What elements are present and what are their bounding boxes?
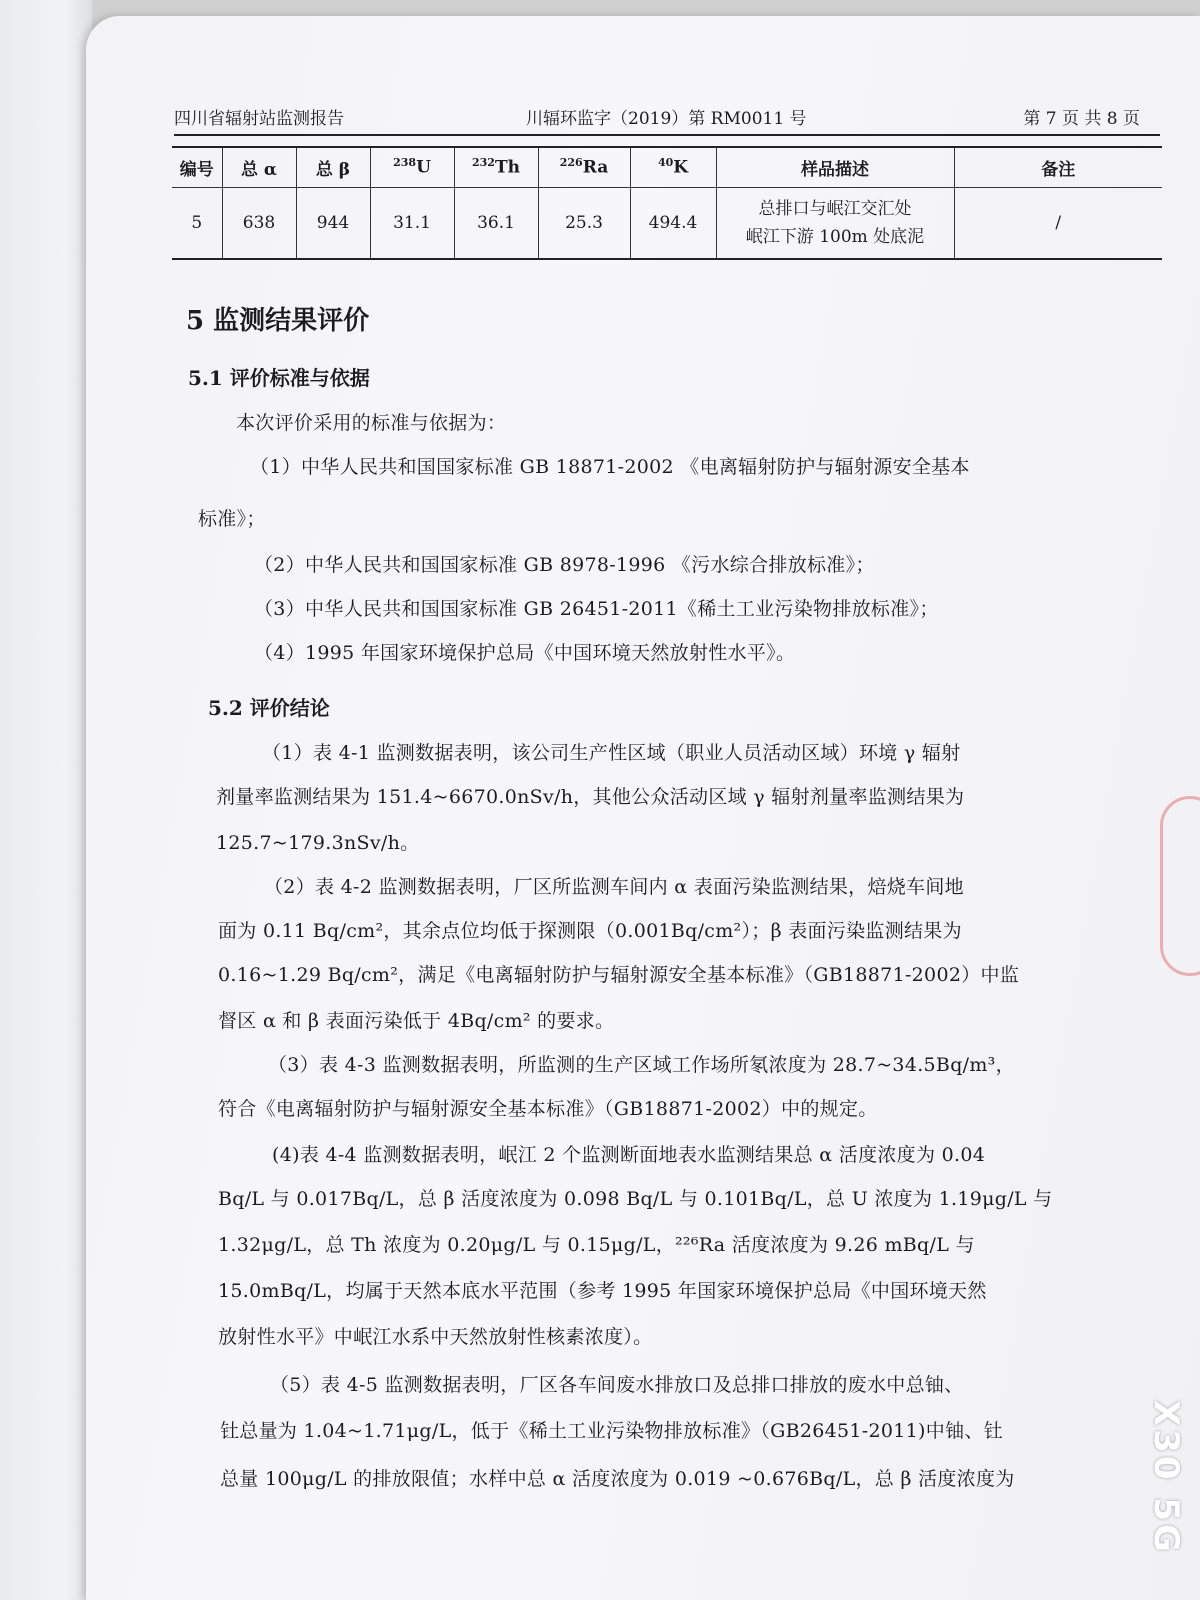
s51-line-1: 本次评价采用的标准与依据为： (236, 412, 507, 434)
s52-line-13: 15.0mBq/L，均属于天然本底水平范围（参考 1995 年国家环境保护总局《中国环境天然 (218, 1280, 987, 1302)
section-5-1-heading: 5.1 评价标准与依据 (188, 366, 370, 390)
s52-line-17: 总量 100μg/L 的排放限值；水样中总 α 活度浓度为 0.019 ~0.676Bq/L，总 β 活度浓度为 (220, 1468, 1015, 1490)
cell-k40: 494.4 (630, 187, 716, 259)
s52-line-15: （5）表 4-5 监测数据表明，厂区各车间废水排放口及总排口排放的废水中总铀、 (270, 1374, 964, 1396)
s52-line-14: 放射性水平》中岷江水系中天然放射性核素浓度）。 (218, 1326, 653, 1348)
s51-line-2: （1）中华人民共和国国家标准 GB 18871-2002 《电离辐射防护与辐射源安全基本 (250, 456, 970, 478)
table-row (172, 187, 1162, 259)
page-header (174, 88, 1160, 136)
col-u238: $^{238}$U (370, 147, 454, 187)
s52-line-7: 督区 α 和 β 表面污染低于 4Bq/cm² 的要求。 (218, 1010, 615, 1032)
red-seal-stamp-edge (1160, 796, 1200, 976)
cell-ra226: 25.3 (538, 187, 630, 259)
s52-line-10: (4)表 4-4 监测数据表明，岷江 2 个监测断面地表水监测结果总 α 活度浓度为 0.04 (272, 1144, 986, 1166)
table-header-row (172, 147, 1162, 187)
header-report-number: 川辐环监字（2019）第 RM0011 号 (526, 109, 807, 129)
results-table (172, 146, 1162, 260)
s51-line-5: （3）中华人民共和国国家标准 GB 26451-2011《稀土工业污染物排放标准》； (254, 598, 939, 620)
cell-id: 5 (172, 187, 222, 259)
left-page-edge (0, 0, 92, 1600)
cell-th232: 36.1 (454, 187, 538, 259)
s52-line-2: 剂量率监测结果为 151.4~6670.0nSv/h，其他公众活动区域 γ 辐射剂量率监测结果为 (216, 786, 965, 808)
section-5-heading: 5 监测结果评价 (186, 306, 370, 336)
s52-line-6: 0.16~1.29 Bq/cm²，满足《电离辐射防护与辐射源安全基本标准》（GB18871-2002）中监 (218, 964, 1020, 986)
document-page (86, 16, 1200, 1600)
cell-total-beta: 944 (296, 187, 370, 259)
s51-line-3: 标准》； (198, 508, 266, 530)
col-k40: $^{40}$K (630, 147, 716, 187)
col-id: 编号 (172, 147, 222, 187)
s51-line-4: （2）中华人民共和国国家标准 GB 8978-1996 《污水综合排放标准》； (254, 554, 875, 576)
col-th232: $^{232}$Th (454, 147, 538, 187)
cell-note: / (954, 187, 1162, 259)
cell-total-alpha: 638 (222, 187, 296, 259)
sample-desc-line-1: 总排口与岷江交汇处 (758, 198, 912, 219)
s52-line-9: 符合《电离辐射防护与辐射源安全基本标准》（GB18871-2002）中的规定。 (218, 1098, 878, 1120)
col-total-beta: 总 β (296, 147, 370, 187)
col-note: 备注 (954, 147, 1162, 187)
sample-desc-line-2: 岷江下游 100m 处底泥 (745, 226, 925, 247)
s52-line-4: （2）表 4-2 监测数据表明，厂区所监测车间内 α 表面污染监测结果，焙烧车间地 (264, 876, 964, 898)
s52-line-1: （1）表 4-1 监测数据表明，该公司生产性区域（职业人员活动区域）环境 γ 辐射 (262, 742, 961, 764)
s52-line-12: 1.32μg/L，总 Th 浓度为 0.20μg/L 与 0.15μg/L，²²⁶Ra 活度浓度为 9.26 mBq/L 与 (218, 1234, 975, 1256)
header-page-number: 第 7 页 共 8 页 (1023, 109, 1140, 129)
s52-line-8: （3）表 4-3 监测数据表明，所监测的生产区域工作场所氡浓度为 28.7~34.5Bq/m³， (268, 1054, 1015, 1076)
s52-line-11: Bq/L 与 0.017Bq/L，总 β 活度浓度为 0.098 Bq/L 与 0.101Bq/L，总 U 浓度为 1.19μg/L 与 (218, 1188, 1053, 1210)
cell-u238: 31.1 (370, 187, 454, 259)
section-5-2-heading: 5.2 评价结论 (208, 696, 330, 720)
s52-line-3: 125.7~179.3nSv/h。 (216, 832, 420, 854)
s52-line-16: 钍总量为 1.04~1.71μg/L，低于《稀土工业污染物排放标准》（GB26451-2011)中铀、钍 (220, 1420, 1003, 1442)
col-sample-desc: 样品描述 (716, 147, 954, 187)
cell-sample-desc (716, 187, 954, 259)
col-total-alpha: 总 α (222, 147, 296, 187)
s52-line-5: 面为 0.11 Bq/cm²，其余点位均低于探测限（0.001Bq/cm²）；β 表面污染监测结果为 (218, 920, 962, 942)
s51-line-6: （4）1995 年国家环境保护总局《中国环境天然放射性水平》。 (254, 642, 796, 664)
camera-watermark: X30 5G (1146, 1400, 1186, 1555)
header-org: 四川省辐射站监测报告 (174, 109, 344, 129)
col-ra226: $^{226}$Ra (538, 147, 630, 187)
